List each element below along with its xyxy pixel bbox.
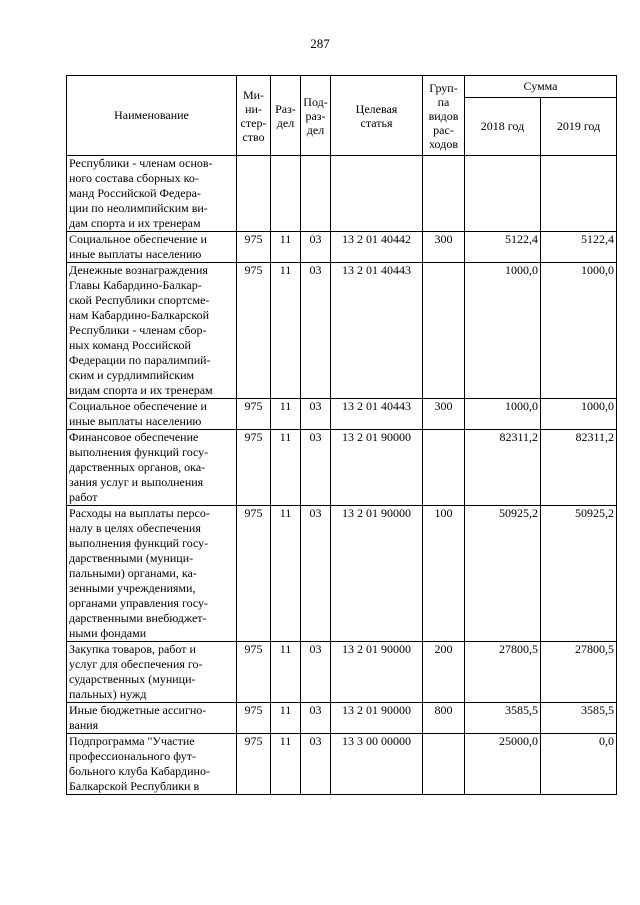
row-2019: 50925,2 — [541, 506, 617, 642]
row-target — [331, 156, 423, 232]
table-row — [67, 399, 617, 430]
row-ministry: 975 — [237, 263, 271, 399]
row-target: 13 2 01 40443 — [331, 263, 423, 399]
row-name: Социальное обеспечение и иные выплаты населению — [67, 232, 237, 263]
row-name: Финансовое обеспечение выполнения функций госу- дарственных органов, ока- зания услуг и выполнения работ — [67, 430, 237, 506]
row-name: Подпрограмма "Участие профессионального фут- больного клуба Кабардино- Балкарской Республики в — [67, 734, 237, 795]
page-number: 287 — [310, 36, 330, 51]
row-section: 11 — [271, 399, 301, 430]
row-target: 13 2 01 40443 — [331, 399, 423, 430]
row-section: 11 — [271, 263, 301, 399]
header-subsection: Под- раз- дел — [301, 76, 331, 156]
row-subsection: 03 — [301, 232, 331, 263]
row-2018: 1000,0 — [465, 399, 541, 430]
header-group: Груп- па видов рас- ходов — [423, 76, 465, 156]
row-target: 13 3 00 00000 — [331, 734, 423, 795]
row-subsection: 03 — [301, 703, 331, 734]
row-2019: 1000,0 — [541, 399, 617, 430]
row-ministry: 975 — [237, 734, 271, 795]
row-section: 11 — [271, 734, 301, 795]
row-ministry: 975 — [237, 399, 271, 430]
row-name: Расходы на выплаты персо- налу в целях обеспечения выполнения функций госу- дарственными (муници- пальными) органами, ка- зенными учреждениями, органами управления госу- дарственными внебюджет- ными фондами — [67, 506, 237, 642]
row-2019: 82311,2 — [541, 430, 617, 506]
budget-table — [66, 75, 617, 795]
row-section: 11 — [271, 642, 301, 703]
row-name: Денежные вознаграждения Главы Кабардино-Балкар- ской Республики спортсме- нам Кабардино-Балкарской Республики - членам сбор- ных команд Российской Федерации по паралимпий- ским и сурдлимпийским видам спорта и их тренерам — [67, 263, 237, 399]
row-2019: 27800,5 — [541, 642, 617, 703]
row-2018: 50925,2 — [465, 506, 541, 642]
row-group — [423, 156, 465, 232]
header-2019: 2019 год — [541, 98, 617, 156]
row-name: Социальное обеспечение и иные выплаты населению — [67, 399, 237, 430]
row-name: Иные бюджетные ассигно- вания — [67, 703, 237, 734]
row-target: 13 2 01 90000 — [331, 506, 423, 642]
row-subsection: 03 — [301, 399, 331, 430]
row-2018: 27800,5 — [465, 642, 541, 703]
table-row — [67, 232, 617, 263]
row-target: 13 2 01 90000 — [331, 642, 423, 703]
row-subsection: 03 — [301, 642, 331, 703]
table-row — [67, 263, 617, 399]
row-ministry: 975 — [237, 232, 271, 263]
row-group: 800 — [423, 703, 465, 734]
row-2018: 1000,0 — [465, 263, 541, 399]
table-body — [67, 156, 617, 795]
row-group — [423, 263, 465, 399]
row-group — [423, 734, 465, 795]
row-ministry: 975 — [237, 642, 271, 703]
row-name: Закупка товаров, работ и услуг для обеспечения го- сударственных (муници- пальных) нужд — [67, 642, 237, 703]
row-section: 11 — [271, 703, 301, 734]
table-row — [67, 734, 617, 795]
table-row — [67, 642, 617, 703]
row-ministry — [237, 156, 271, 232]
row-2019: 3585,5 — [541, 703, 617, 734]
row-2019: 5122,4 — [541, 232, 617, 263]
row-group — [423, 430, 465, 506]
table-row — [67, 156, 617, 232]
row-2018 — [465, 156, 541, 232]
row-group: 200 — [423, 642, 465, 703]
header-sum: Сумма — [465, 76, 617, 98]
row-subsection: 03 — [301, 506, 331, 642]
row-group: 300 — [423, 232, 465, 263]
row-2018: 25000,0 — [465, 734, 541, 795]
row-subsection: 03 — [301, 734, 331, 795]
row-group: 300 — [423, 399, 465, 430]
row-section: 11 — [271, 430, 301, 506]
row-name: Республики - членам основ- ного состава сборных ко- манд Российской Федера- ции по неолимпийским ви- дам спорта и их тренерам — [67, 156, 237, 232]
row-target: 13 2 01 90000 — [331, 430, 423, 506]
row-2019: 1000,0 — [541, 263, 617, 399]
header-2018: 2018 год — [465, 98, 541, 156]
row-subsection: 03 — [301, 430, 331, 506]
row-target: 13 2 01 90000 — [331, 703, 423, 734]
header-name: Наименование — [67, 76, 237, 156]
row-2019: 0,0 — [541, 734, 617, 795]
row-2019 — [541, 156, 617, 232]
row-subsection — [301, 156, 331, 232]
header-ministry: Ми- ни- стер- ство — [237, 76, 271, 156]
header-section: Раз- дел — [271, 76, 301, 156]
row-target: 13 2 01 40442 — [331, 232, 423, 263]
table-row — [67, 430, 617, 506]
row-2018: 82311,2 — [465, 430, 541, 506]
header-target: Целевая статья — [331, 76, 423, 156]
row-2018: 5122,4 — [465, 232, 541, 263]
row-ministry: 975 — [237, 430, 271, 506]
row-2018: 3585,5 — [465, 703, 541, 734]
table-row — [67, 506, 617, 642]
row-ministry: 975 — [237, 703, 271, 734]
row-section: 11 — [271, 232, 301, 263]
row-section — [271, 156, 301, 232]
row-section: 11 — [271, 506, 301, 642]
row-group: 100 — [423, 506, 465, 642]
row-ministry: 975 — [237, 506, 271, 642]
table-row — [67, 703, 617, 734]
row-subsection: 03 — [301, 263, 331, 399]
